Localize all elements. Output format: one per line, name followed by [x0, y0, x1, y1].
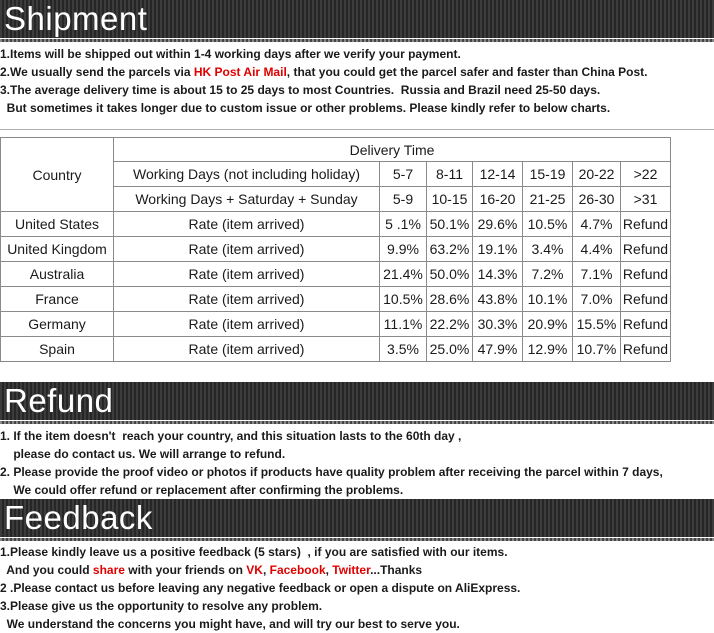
- working-range: 20-22: [573, 162, 621, 187]
- share-highlight: share: [92, 563, 125, 577]
- rate-cell: 9.9%: [380, 237, 427, 262]
- shipment-text: [0, 45, 714, 117]
- shipment-banner: [0, 0, 714, 38]
- feedback-text: [0, 543, 714, 633]
- rate-cell: 50.1%: [427, 212, 473, 237]
- country-cell: Spain: [1, 337, 114, 362]
- feedback-title: Feedback: [4, 499, 153, 536]
- weekend-days-label: Working Days + Saturday + Sunday: [114, 187, 380, 212]
- rate-cell: 19.1%: [473, 237, 523, 262]
- delivery-time-table: [0, 137, 671, 362]
- separator: ,: [262, 563, 270, 577]
- rate-label-cell: Rate (item arrived): [114, 312, 380, 337]
- rate-cell: Refund: [621, 237, 671, 262]
- rate-cell: 47.9%: [473, 337, 523, 362]
- delivery-time-header: Delivery Time: [114, 138, 671, 162]
- rate-cell: 43.8%: [473, 287, 523, 312]
- rate-label-cell: Rate (item arrived): [114, 212, 380, 237]
- rate-cell: 30.3%: [473, 312, 523, 337]
- rate-cell: 10.5%: [380, 287, 427, 312]
- hk-post-air-mail-highlight: HK Post Air Mail: [193, 65, 287, 79]
- separator: ,: [325, 563, 333, 577]
- working-range: 15-19: [523, 162, 573, 187]
- rate-cell: 28.6%: [427, 287, 473, 312]
- rate-label-cell: Rate (item arrived): [114, 337, 380, 362]
- table-row: [1, 312, 671, 337]
- weekend-range: 10-15: [427, 187, 473, 212]
- table-row: [1, 337, 671, 362]
- rate-cell: 63.2%: [427, 237, 473, 262]
- feedback-line-2-start: And you could: [0, 563, 93, 577]
- working-range: 12-14: [473, 162, 523, 187]
- working-range: 5-7: [380, 162, 427, 187]
- table-row: [1, 237, 671, 262]
- rate-label-cell: Rate (item arrived): [114, 237, 380, 262]
- rate-cell: 15.5%: [573, 312, 621, 337]
- working-range: 8-11: [427, 162, 473, 187]
- divider: [0, 129, 714, 130]
- refund-line-2: please do contact us. We will arrange to refund.: [0, 447, 286, 461]
- rate-cell: 50.0%: [427, 262, 473, 287]
- rate-cell: 10.1%: [523, 287, 573, 312]
- rate-label-cell: Rate (item arrived): [114, 287, 380, 312]
- rate-cell: 29.6%: [473, 212, 523, 237]
- refund-text: [0, 427, 714, 499]
- refund-title: Refund: [4, 382, 114, 419]
- vk-highlight: VK: [246, 563, 263, 577]
- rate-label-cell: Rate (item arrived): [114, 262, 380, 287]
- shipment-line-1: 1.Items will be shipped out within 1-4 working days after we verify your payment.: [0, 47, 461, 61]
- refund-line-4: We could offer refund or replacement after confirming the problems.: [0, 483, 404, 497]
- weekend-range: 5-9: [380, 187, 427, 212]
- feedback-line-5: We understand the concerns you might have, and will try our best to serve you.: [0, 617, 460, 631]
- rate-cell: 4.4%: [573, 237, 621, 262]
- rate-cell: 7.1%: [573, 262, 621, 287]
- rate-cell: 14.3%: [473, 262, 523, 287]
- country-cell: United Kingdom: [1, 237, 114, 262]
- feedback-line-2: [0, 561, 714, 579]
- working-days-label: Working Days (not including holiday): [114, 162, 380, 187]
- rate-cell: Refund: [621, 287, 671, 312]
- rate-cell: 3.4%: [523, 237, 573, 262]
- country-cell: Australia: [1, 262, 114, 287]
- rate-cell: Refund: [621, 262, 671, 287]
- working-range: >22: [621, 162, 671, 187]
- weekend-range: 26-30: [573, 187, 621, 212]
- shipment-line-3: 3.The average delivery time is about 15 to 25 days to most Countries. Russia and Brazil need 25-50 days.: [0, 83, 601, 97]
- table-row: [1, 262, 671, 287]
- feedback-banner: [0, 499, 714, 537]
- shipment-title: Shipment: [4, 0, 148, 37]
- rate-cell: 3.5%: [380, 337, 427, 362]
- shipment-line-2-start: 2.We usually send the parcels via: [0, 65, 194, 79]
- rate-cell: 22.2%: [427, 312, 473, 337]
- twitter-highlight: Twitter: [332, 563, 371, 577]
- weekend-range: >31: [621, 187, 671, 212]
- rate-cell: 7.0%: [573, 287, 621, 312]
- weekend-range: 16-20: [473, 187, 523, 212]
- country-cell: Germany: [1, 312, 114, 337]
- shipment-line-2-end: , that you could get the parcel safer and faster than China Post.: [286, 65, 648, 79]
- feedback-line-4: 3.Please give us the opportunity to resolve any problem.: [0, 599, 323, 613]
- feedback-line-2-end: ...Thanks: [370, 563, 423, 577]
- feedback-line-2-mid: with your friends on: [124, 563, 247, 577]
- weekend-range: 21-25: [523, 187, 573, 212]
- country-cell: United States: [1, 212, 114, 237]
- rate-cell: 11.1%: [380, 312, 427, 337]
- refund-line-3: 2. Please provide the proof video or photos if products have quality problem after receiving the parcel within 7 days,: [0, 465, 663, 479]
- rate-cell: 4.7%: [573, 212, 621, 237]
- refund-banner: [0, 382, 714, 420]
- feedback-line-1: 1.Please kindly leave us a positive feedback (5 stars) , if you are satisfied with our items.: [0, 545, 508, 559]
- rate-cell: 10.7%: [573, 337, 621, 362]
- feedback-line-3: 2 .Please contact us before leaving any negative feedback or open a dispute on AliExpress.: [0, 581, 521, 595]
- facebook-highlight: Facebook: [269, 563, 326, 577]
- rate-cell: 5 .1%: [380, 212, 427, 237]
- country-header: Country: [1, 138, 114, 212]
- table-row: [1, 287, 671, 312]
- rate-cell: Refund: [621, 337, 671, 362]
- rate-cell: Refund: [621, 312, 671, 337]
- rate-cell: 10.5%: [523, 212, 573, 237]
- shipment-line-2: [0, 63, 714, 81]
- rate-cell: 12.9%: [523, 337, 573, 362]
- table-row: [1, 212, 671, 237]
- rate-cell: Refund: [621, 212, 671, 237]
- refund-line-1: 1. If the item doesn't reach your country, and this situation lasts to the 60th day ,: [0, 429, 462, 443]
- rate-cell: 20.9%: [523, 312, 573, 337]
- table-header-row: [1, 138, 671, 162]
- country-cell: France: [1, 287, 114, 312]
- shipment-line-4: But sometimes it takes longer due to custom issue or other problems. Please kindly refer to below charts.: [0, 101, 611, 115]
- rate-cell: 7.2%: [523, 262, 573, 287]
- rate-cell: 21.4%: [380, 262, 427, 287]
- rate-cell: 25.0%: [427, 337, 473, 362]
